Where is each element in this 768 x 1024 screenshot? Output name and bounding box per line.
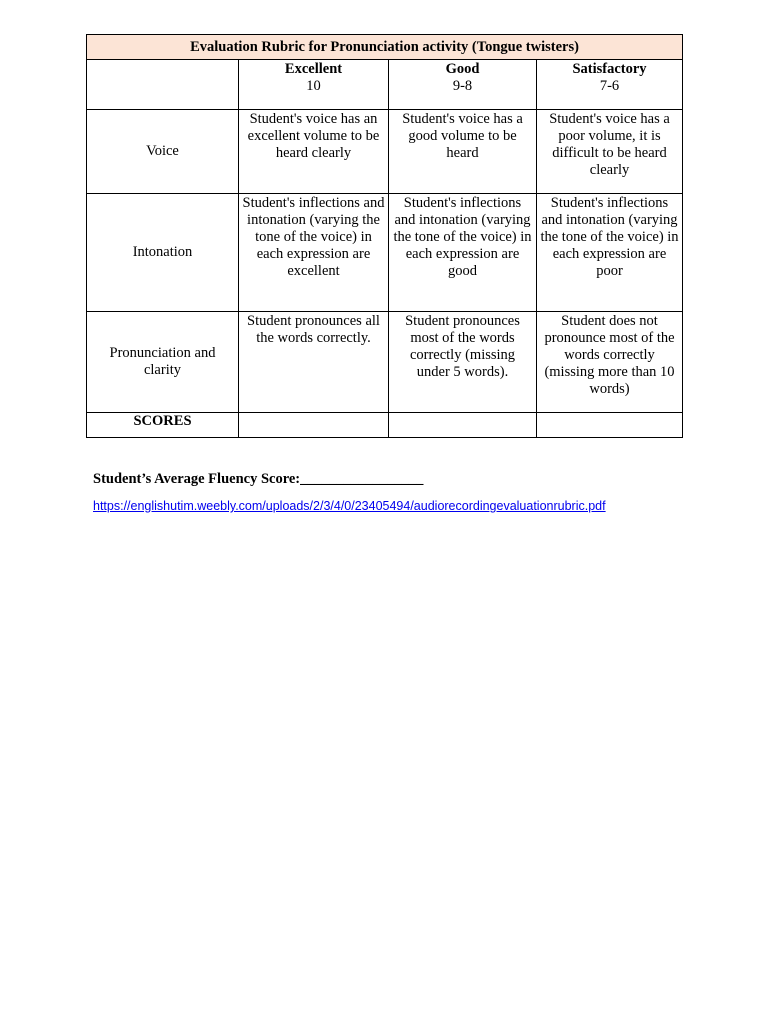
criterion-label: Pronunciation and clarity bbox=[87, 312, 239, 413]
descriptor-good: Student's inflections and intonation (varying the tone of the voice) in each expression are good bbox=[389, 194, 537, 312]
header-row bbox=[87, 60, 683, 110]
score-cell-excellent bbox=[239, 413, 389, 438]
scores-row bbox=[87, 413, 683, 438]
descriptor-excellent: Student pronounces all the words correctly. bbox=[239, 312, 389, 413]
descriptor-satisfactory: Student's inflections and intonation (varying the tone of the voice) in each expression are poor bbox=[537, 194, 683, 312]
criterion-row-intonation bbox=[87, 194, 683, 312]
level-points: 7-6 bbox=[599, 78, 620, 94]
level-points: 9-8 bbox=[452, 78, 473, 94]
level-name: Satisfactory bbox=[572, 61, 647, 77]
level-good bbox=[389, 60, 537, 110]
level-satisfactory bbox=[537, 60, 683, 110]
level-name: Excellent bbox=[284, 61, 343, 77]
criterion-row-voice bbox=[87, 110, 683, 194]
source-link[interactable]: https://englishutim.weebly.com/uploads/2/3/4/0/23405494/audiorecordingevaluationrubric.pdf bbox=[93, 499, 606, 513]
descriptor-good: Student's voice has a good volume to be heard bbox=[389, 110, 537, 194]
descriptor-satisfactory: Student's voice has a poor volume, it is difficult to be heard clearly bbox=[537, 110, 683, 194]
score-cell-good bbox=[389, 413, 537, 438]
level-points: 10 bbox=[306, 78, 321, 94]
descriptor-excellent: Student's voice has an excellent volume to be heard clearly bbox=[239, 110, 389, 194]
descriptor-satisfactory: Student does not pronounce most of the words correctly (missing more than 10 words) bbox=[537, 312, 683, 413]
rubric-title: Evaluation Rubric for Pronunciation activity (Tongue twisters) bbox=[87, 35, 683, 60]
descriptor-good: Student pronounces most of the words correctly (missing under 5 words). bbox=[389, 312, 537, 413]
level-excellent bbox=[239, 60, 389, 110]
header-empty-cell bbox=[87, 60, 239, 110]
criterion-label: Voice bbox=[87, 110, 239, 194]
score-cell-satisfactory bbox=[537, 413, 683, 438]
criterion-label: Intonation bbox=[87, 194, 239, 312]
criterion-row-pronunciation bbox=[87, 312, 683, 413]
fluency-score-line: Student’s Average Fluency Score:_________________ bbox=[93, 471, 424, 487]
level-name: Good bbox=[445, 61, 480, 77]
scores-label: SCORES bbox=[87, 413, 239, 438]
descriptor-excellent: Student's inflections and intonation (varying the tone of the voice) in each expression are excellent bbox=[239, 194, 389, 312]
rubric-table bbox=[86, 34, 683, 438]
